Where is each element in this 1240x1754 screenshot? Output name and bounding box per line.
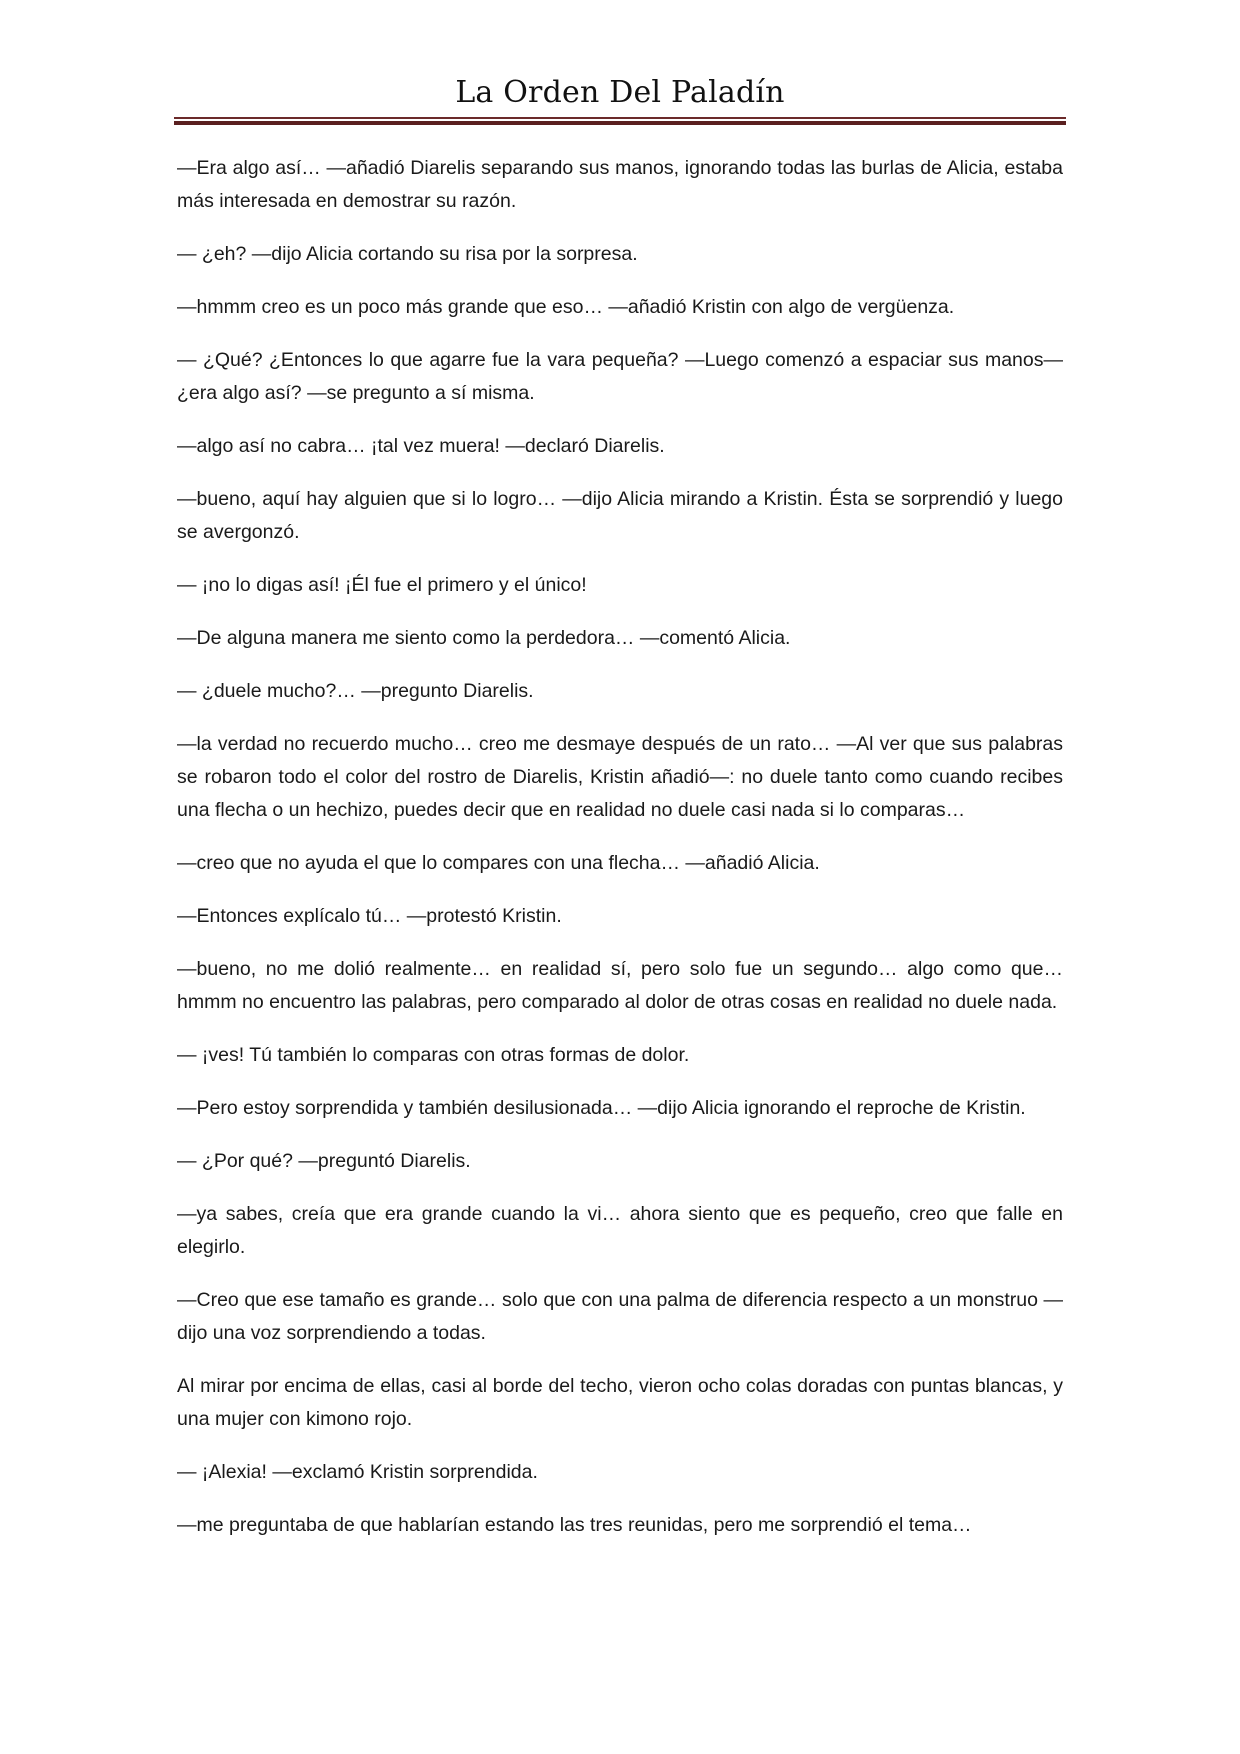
paragraph: — ¿eh? —dijo Alicia cortando su risa por la sorpresa. bbox=[177, 243, 638, 265]
paragraph: — ¡ves! Tú también lo comparas con otras formas de dolor. bbox=[177, 1044, 690, 1066]
paragraph: —bueno, aquí hay alguien que si lo logro… —dijo Alicia mirando a Kristin. Ésta se sorprendió y luego se avergonzó. bbox=[177, 488, 1063, 543]
paragraph: —ya sabes, creía que era grande cuando la vi… ahora siento que es pequeño, creo que falle en elegirlo. bbox=[177, 1203, 1063, 1258]
paragraph: —me preguntaba de que hablarían estando las tres reunidas, pero me sorprendió el tema… bbox=[177, 1514, 972, 1536]
paragraph: — ¿Por qué? —preguntó Diarelis. bbox=[177, 1150, 471, 1172]
paragraph: —la verdad no recuerdo mucho… creo me desmaye después de un rato… —Al ver que sus palabras se robaron todo el color del rostro de Diarelis, Kristin añadió—: no duele tanto como cuando recibes una flecha o un hechizo, puedes decir que en realidad no duele casi nada si lo comparas… bbox=[177, 733, 1063, 821]
body-text bbox=[177, 152, 1063, 1562]
paragraph: —De alguna manera me siento como la perdedora… —comentó Alicia. bbox=[177, 627, 791, 649]
paragraph: — ¿duele mucho?… —pregunto Diarelis. bbox=[177, 680, 534, 702]
paragraph: —Era algo así… —añadió Diarelis separando sus manos, ignorando todas las burlas de Alicia, estaba más interesada en demostrar su razón. bbox=[177, 157, 1063, 212]
paragraph: — ¡no lo digas así! ¡Él fue el primero y el único! bbox=[177, 574, 587, 596]
paragraph: —Creo que ese tamaño es grande… solo que con una palma de diferencia respecto a un monstruo —dijo una voz sorprendiendo a todas. bbox=[177, 1289, 1063, 1344]
header-divider-thick-line bbox=[174, 121, 1066, 125]
paragraph: —Entonces explícalo tú… —protestó Kristin. bbox=[177, 905, 562, 927]
header-divider bbox=[174, 117, 1066, 125]
paragraph: — ¿Qué? ¿Entonces lo que agarre fue la vara pequeña? —Luego comenzó a espaciar sus manos— ¿era algo así? —se pregunto a sí misma. bbox=[177, 349, 1063, 404]
page-header bbox=[174, 70, 1066, 116]
paragraph: —bueno, no me dolió realmente… en realidad sí, pero solo fue un segundo… algo como que… hmmm no encuentro las palabras, pero comparado al dolor de otras cosas en realidad no duele nada. bbox=[177, 958, 1063, 1013]
paragraph: Al mirar por encima de ellas, casi al borde del techo, vieron ocho colas doradas con puntas blancas, y una mujer con kimono rojo. bbox=[177, 1375, 1063, 1430]
paragraph: —hmmm creo es un poco más grande que eso… —añadió Kristin con algo de vergüenza. bbox=[177, 296, 955, 318]
paragraph: —Pero estoy sorprendida y también desilusionada… —dijo Alicia ignorando el reproche de Kristin. bbox=[177, 1097, 1026, 1119]
paragraph: —algo así no cabra… ¡tal vez muera! —declaró Diarelis. bbox=[177, 435, 665, 457]
book-title: La Orden Del Paladín bbox=[455, 75, 785, 110]
paragraph: — ¡Alexia! —exclamó Kristin sorprendida. bbox=[177, 1461, 538, 1483]
paragraph: —creo que no ayuda el que lo compares con una flecha… —añadió Alicia. bbox=[177, 852, 820, 874]
header-divider-thin-line bbox=[174, 117, 1066, 119]
